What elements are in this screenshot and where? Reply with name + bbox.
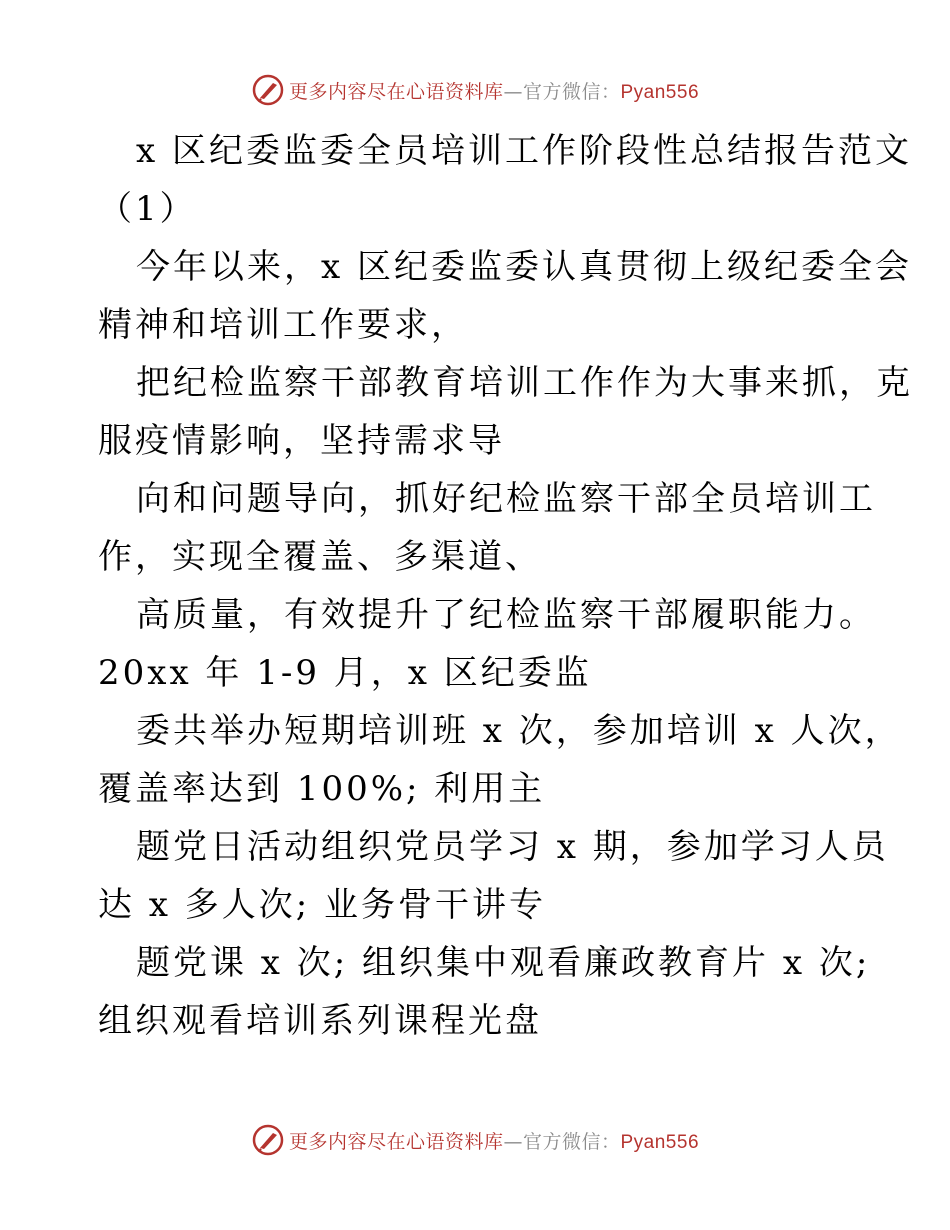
paragraph-line: 达 x 多人次; 业务骨干讲专 (98, 885, 547, 925)
paragraph-line: 题党日活动组织党员学习 x 期，参加学习人员 (136, 827, 889, 867)
paragraph-line: 把纪检监察干部教育培训工作作为大事来抓，克 (136, 363, 913, 403)
paragraph-line: 组织观看培训系列课程光盘 (98, 1001, 542, 1041)
paragraph-line: 题党课 x 次; 组织集中观看廉政教育片 x 次; (136, 943, 871, 983)
quill-pen-logo-icon (251, 1123, 285, 1157)
document-title-line-2: （1） (98, 189, 197, 229)
paragraph-line: 服疫情影响，坚持需求导 (98, 421, 505, 461)
paragraph-line: 20xx 年 1-9 月，x 区纪委监 (98, 653, 592, 693)
paragraph-line: 向和问题导向，抓好纪检监察干部全员培训工 (136, 479, 876, 519)
paragraph-line: 高质量，有效提升了纪检监察干部履职能力。 (136, 595, 876, 635)
document-title-line-1: x 区纪委监委全员培训工作阶段性总结报告范文 (136, 131, 912, 171)
paragraph-line: 作，实现全覆盖、多渠道、 (98, 537, 542, 577)
quill-pen-logo-icon (251, 73, 285, 107)
paragraph-line: 精神和培训工作要求， (98, 305, 468, 345)
document-body (98, 122, 913, 1050)
watermark-text: 更多内容尽在心语资料库—官方微信：Pyan556 (288, 80, 700, 103)
paragraph-line: 覆盖率达到 100%; 利用主 (98, 769, 546, 809)
watermark-header (0, 70, 950, 110)
watermark-text: 更多内容尽在心语资料库—官方微信：Pyan556 (288, 1130, 700, 1153)
watermark-footer (0, 1120, 950, 1160)
paragraph-line: 委共举办短期培训班 x 次，参加培训 x 人次， (136, 711, 902, 751)
paragraph-line: 今年以来，x 区纪委监委认真贯彻上级纪委全会 (136, 247, 912, 287)
